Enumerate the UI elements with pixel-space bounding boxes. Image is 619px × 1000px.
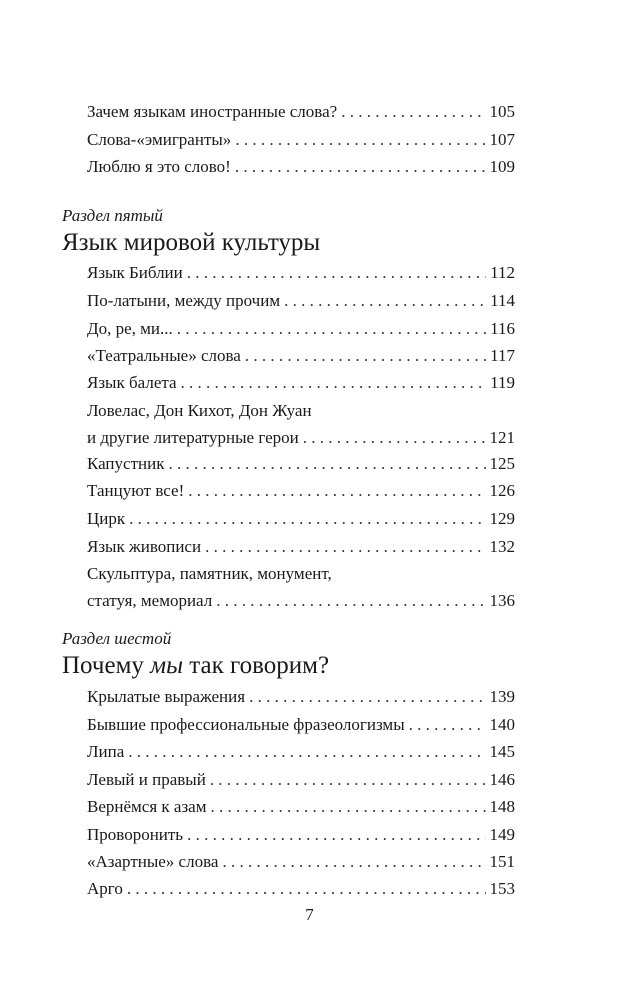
entry-page: 148 xyxy=(489,797,515,816)
toc-entry xyxy=(87,259,515,286)
toc-entry xyxy=(87,287,515,314)
toc-entry xyxy=(87,738,515,765)
dot-leader xyxy=(235,153,486,180)
section-title xyxy=(62,650,329,682)
entry-title: Крылатые выражения xyxy=(87,687,246,706)
dot-leader xyxy=(222,848,485,875)
toc-entry xyxy=(87,477,515,504)
dot-leader xyxy=(303,424,486,451)
toc-entry xyxy=(87,766,515,793)
dot-leader xyxy=(129,505,485,532)
entry-title: статуя, мемориал xyxy=(87,591,213,610)
entry-page: 136 xyxy=(489,591,515,610)
dot-leader xyxy=(181,369,487,396)
toc-entry xyxy=(87,560,515,614)
dot-leader xyxy=(216,587,485,614)
dot-leader xyxy=(128,738,485,765)
entry-title-line1: Скульптура, памятник, монумент, xyxy=(87,564,332,583)
entry-page: 151 xyxy=(489,852,515,871)
toc-entry xyxy=(87,342,515,369)
entry-title: «Театральные» слова xyxy=(87,346,241,365)
entry-title: Капустник xyxy=(87,454,165,473)
entry-title: Танцуют все! xyxy=(87,481,185,500)
entry-title: Язык Библии xyxy=(87,263,183,282)
entry-page: 121 xyxy=(489,428,515,447)
toc-entry xyxy=(87,315,515,342)
entry-title: Зачем языкам иностранные слова? xyxy=(87,102,338,121)
entry-title: Вернёмся к азам xyxy=(87,797,207,816)
toc-entry xyxy=(87,505,515,532)
entry-page: 129 xyxy=(489,509,515,528)
toc-entry xyxy=(87,875,515,902)
page-number: 7 xyxy=(305,905,314,924)
entry-page: 125 xyxy=(489,454,515,473)
entry-page: 116 xyxy=(490,319,515,338)
entry-page: 139 xyxy=(489,687,515,706)
entry-page: 107 xyxy=(489,130,515,149)
dot-leader xyxy=(284,287,486,314)
entry-page: 105 xyxy=(489,102,515,121)
entry-title: Язык балета xyxy=(87,373,177,392)
toc-entry xyxy=(87,126,515,153)
dot-leader xyxy=(187,821,485,848)
dot-leader xyxy=(187,259,486,286)
entry-title: Бывшие профессиональные фразеологизмы xyxy=(87,715,405,734)
entry-title: Липа xyxy=(87,742,125,761)
section-title: Язык мировой культуры xyxy=(62,229,321,256)
entry-title: Люблю я это слово! xyxy=(87,157,231,176)
toc-entry xyxy=(87,848,515,875)
toc-entry xyxy=(87,450,515,477)
entry-title: и другие литературные герои xyxy=(87,428,299,447)
dot-leader xyxy=(127,875,486,902)
section-title-part: так говорим? xyxy=(183,652,330,679)
entry-page: 149 xyxy=(489,825,515,844)
entry-title: По-латыни, между прочим xyxy=(87,291,281,310)
dot-leader xyxy=(409,711,486,738)
toc-entry xyxy=(87,533,515,560)
section-title-emphasis: мы xyxy=(150,652,184,679)
entry-page: 132 xyxy=(489,537,515,556)
dot-leader xyxy=(188,477,485,504)
dot-leader xyxy=(168,450,485,477)
dot-leader xyxy=(249,683,485,710)
entry-title: До, ре, ми... xyxy=(87,319,173,338)
entry-page: 117 xyxy=(490,346,515,365)
entry-title: Проворонить xyxy=(87,825,184,844)
entry-title: «Азартные» слова xyxy=(87,852,219,871)
entry-page: 112 xyxy=(490,263,515,282)
entry-page: 146 xyxy=(489,770,515,789)
section-title-part: Почему xyxy=(62,652,151,679)
dot-leader xyxy=(341,98,485,125)
toc-entry xyxy=(87,153,515,180)
toc-entry xyxy=(87,711,515,738)
toc-entry xyxy=(87,821,515,848)
dot-leader xyxy=(177,315,486,342)
entry-page: 140 xyxy=(489,715,515,734)
entry-title: Слова-«эмигранты» xyxy=(87,130,232,149)
toc-entry xyxy=(87,397,515,451)
entry-title: Левый и правый xyxy=(87,770,206,789)
entry-title: Язык живописи xyxy=(87,537,202,556)
entry-title: Арго xyxy=(87,879,123,898)
entry-page: 114 xyxy=(490,291,515,310)
entry-title: Цирк xyxy=(87,509,126,528)
dot-leader xyxy=(235,126,485,153)
entry-page: 145 xyxy=(489,742,515,761)
section-label: Раздел пятый xyxy=(62,206,163,225)
entry-title-line1: Ловелас, Дон Кихот, Дон Жуан xyxy=(87,401,312,420)
toc-entry xyxy=(87,683,515,710)
entry-page: 126 xyxy=(489,481,515,500)
toc-entry xyxy=(87,793,515,820)
toc-entry xyxy=(87,98,515,125)
entry-page: 109 xyxy=(489,157,515,176)
dot-leader xyxy=(205,533,485,560)
entry-page: 119 xyxy=(490,373,515,392)
dot-leader xyxy=(245,342,486,369)
dot-leader xyxy=(210,766,486,793)
entry-page: 153 xyxy=(489,879,515,898)
section-label: Раздел шестой xyxy=(62,629,172,648)
dot-leader xyxy=(210,793,485,820)
toc-entry xyxy=(87,369,515,396)
